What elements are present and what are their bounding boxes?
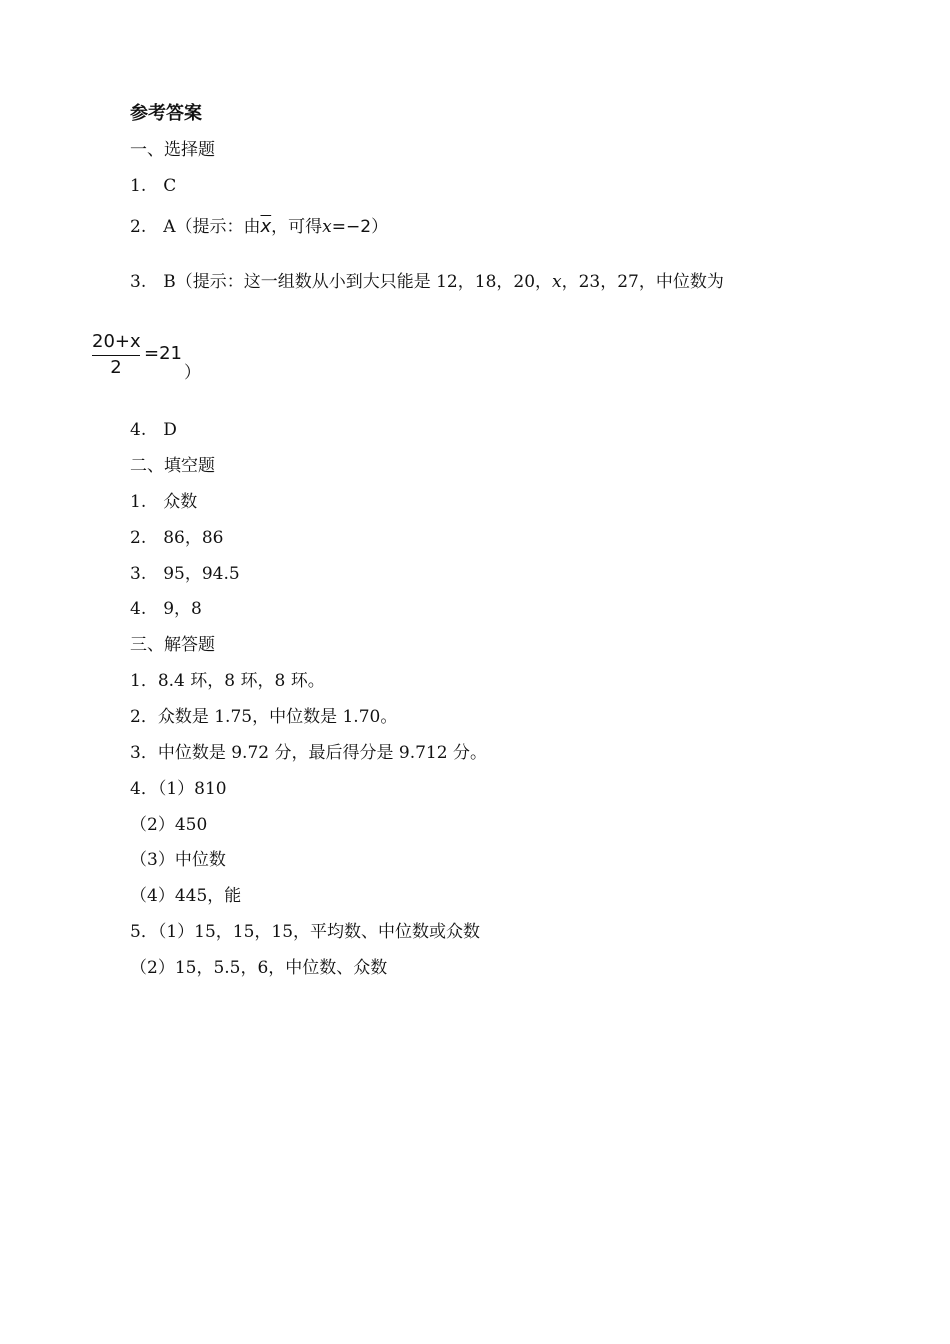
choice-answer-4: 4. D	[130, 420, 177, 440]
choice-answer-2	[130, 216, 388, 238]
solve-answer-5-part-1: 5．（1）15，15，15，平均数、中位数或众数	[130, 922, 481, 942]
section-heading-fill: 二、填空题	[130, 456, 215, 476]
fraction-result: =21	[144, 343, 182, 364]
x-variable: x	[322, 217, 332, 237]
solve-answer-4-part-3: （3）中位数	[130, 850, 226, 870]
fill-answer-4: 4. 9，8	[130, 599, 202, 619]
x-bar-symbol: $\overline{x}$	[260, 216, 272, 237]
choice-answer-3	[130, 271, 724, 293]
fill-answer-1: 1. 众数	[130, 492, 198, 512]
solve-answer-4-part-1: 4．（1）810	[130, 779, 227, 799]
fill-answer-3: 3. 95，94.5	[130, 564, 240, 584]
choice-answer-2-end: ）	[371, 217, 389, 237]
solve-answer-4-part-4: （4）445，能	[130, 886, 242, 906]
fraction-bar	[92, 355, 140, 356]
section-heading-solve: 三、解答题	[130, 635, 215, 655]
fill-answer-2: 2. 86，86	[130, 528, 224, 548]
solve-answer-5-part-2: （2）15，5.5，6，中位数、众数	[130, 958, 388, 978]
median-fraction	[92, 332, 190, 382]
choice-answer-3-prefix: 3. B（提示：这一组数从小到大只能是 12，18，20，	[130, 272, 553, 292]
solve-answer-3: 3．中位数是 9.72 分，最后得分是 9.712 分。	[130, 743, 487, 763]
equation-rhs: =−2	[331, 217, 372, 237]
choice-answer-2-mid: ，可得	[271, 217, 323, 237]
fraction-denominator: 2	[110, 357, 122, 378]
x-variable: x	[552, 272, 562, 292]
solve-answer-1: 1．8.4 环，8 环，8 环。	[130, 671, 325, 691]
solve-answer-2: 2．众数是 1.75，中位数是 1.70。	[130, 707, 398, 727]
choice-answer-3-end: ）	[184, 363, 201, 383]
fraction-numerator: 20+x	[92, 331, 141, 352]
choice-answer-1: 1. C	[130, 176, 177, 196]
page-title: 参考答案	[130, 103, 202, 124]
choice-answer-2-prefix: 2. A（提示：由	[130, 217, 261, 237]
section-heading-choice: 一、选择题	[130, 140, 215, 160]
choice-answer-3-suffix: ，23，27，中位数为	[561, 272, 724, 292]
solve-answer-4-part-2: （2）450	[130, 815, 208, 835]
